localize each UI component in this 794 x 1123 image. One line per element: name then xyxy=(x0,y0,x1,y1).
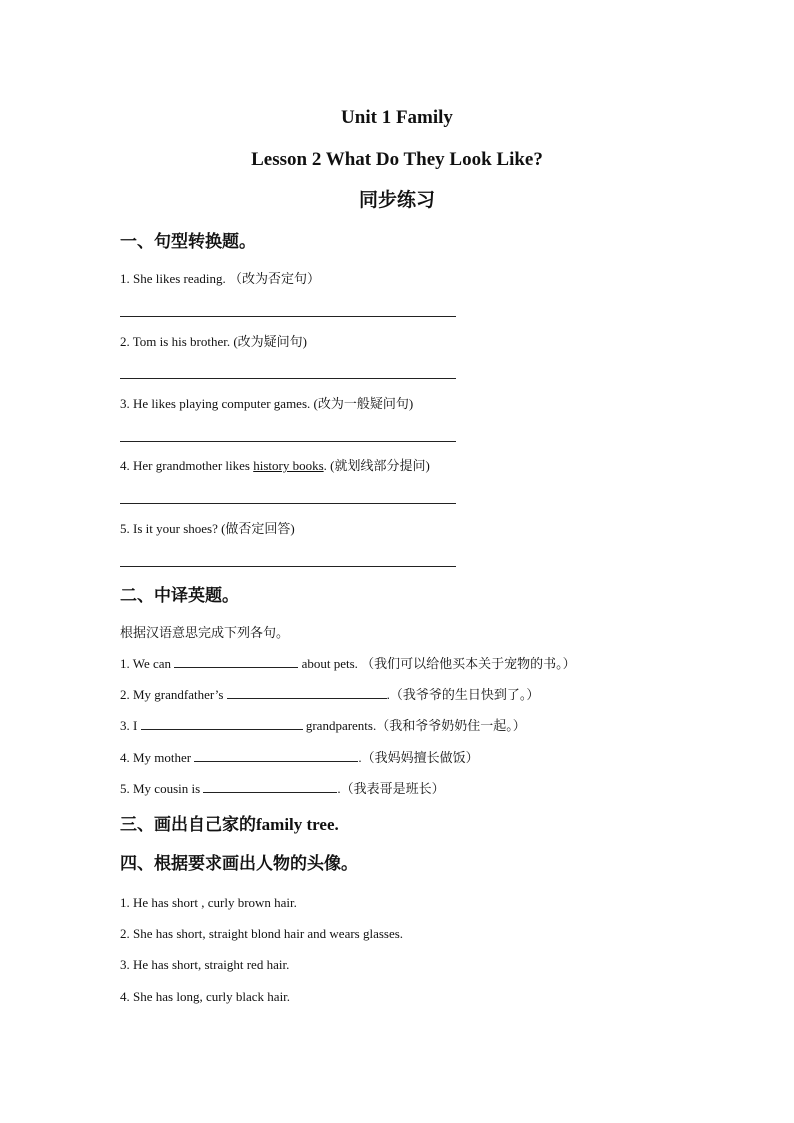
s2-q1-blank[interactable] xyxy=(174,655,298,668)
s1-q4-underlined: history books xyxy=(253,458,324,473)
worksheet-subtitle: 同步练习 xyxy=(358,190,435,211)
s2-q3-suffix: grandparents.（我和爷爷奶奶住一起。） xyxy=(302,718,526,733)
s2-q5-prefix: 5. My cousin is xyxy=(120,781,204,796)
s1-q4-prefix: 4. Her grandmother likes xyxy=(120,458,254,473)
lesson-title: Lesson 2 What Do They Look Like? xyxy=(251,149,543,170)
s1-answer-line-3[interactable] xyxy=(120,441,456,442)
s1-question-1: 1. She likes reading. （改为否定句） xyxy=(120,271,321,286)
s2-q1-prefix: 1. We can xyxy=(120,656,175,671)
s2-question-5 xyxy=(120,780,445,798)
s2-q2-prefix: 2. My grandfather’s xyxy=(120,687,227,702)
s2-question-1 xyxy=(120,655,576,673)
s2-q5-suffix: .（我表哥是班长） xyxy=(337,781,445,796)
s4-item-1: 1. He has short , curly brown hair. xyxy=(120,895,297,910)
section-1-heading: 一、句型转换题。 xyxy=(120,232,256,251)
section-3-heading: 三、画出自己家的family tree. xyxy=(120,815,339,834)
s1-answer-line-5[interactable] xyxy=(120,566,456,567)
s2-question-4 xyxy=(120,749,479,767)
s2-q3-blank[interactable] xyxy=(141,717,303,730)
section-4-heading: 四、根据要求画出人物的头像。 xyxy=(120,854,358,873)
s2-q2-blank[interactable] xyxy=(227,686,387,699)
s2-q1-suffix: about pets. （我们可以给他买本关于宠物的书。） xyxy=(298,656,576,671)
s1-answer-line-2[interactable] xyxy=(120,378,456,379)
s1-question-4 xyxy=(120,457,430,475)
s2-q4-prefix: 4. My mother xyxy=(120,750,195,765)
s2-question-2 xyxy=(120,686,539,704)
s2-q4-blank[interactable] xyxy=(194,749,358,762)
s2-q2-suffix: .（我爷爷的生日快到了。） xyxy=(386,687,540,702)
s2-q3-prefix: 3. I xyxy=(120,718,141,733)
s2-q4-suffix: .（我妈妈擅长做饭） xyxy=(358,750,479,765)
s4-item-3: 3. He has short, straight red hair. xyxy=(120,957,290,972)
unit-title: Unit 1 Family xyxy=(341,107,453,128)
s1-question-3: 3. He likes playing computer games. (改为一般疑问句) xyxy=(120,396,414,411)
s2-q5-blank[interactable] xyxy=(203,780,337,793)
s1-answer-line-1[interactable] xyxy=(120,316,456,317)
s2-question-3 xyxy=(120,717,526,735)
s4-item-4: 4. She has long, curly black hair. xyxy=(120,989,291,1004)
section-2-heading: 二、中译英题。 xyxy=(120,586,239,605)
s1-answer-line-4[interactable] xyxy=(120,503,456,504)
s4-item-2: 2. She has short, straight blond hair and wears glasses. xyxy=(120,926,404,941)
s2-instruction: 根据汉语意思完成下列各句。 xyxy=(120,625,290,640)
s1-question-5: 5. Is it your shoes? (做否定回答) xyxy=(120,521,295,536)
s1-q4-suffix: . (就划线部分提问) xyxy=(323,458,430,473)
s1-question-2: 2. Tom is his brother. (改为疑问句) xyxy=(120,334,307,349)
